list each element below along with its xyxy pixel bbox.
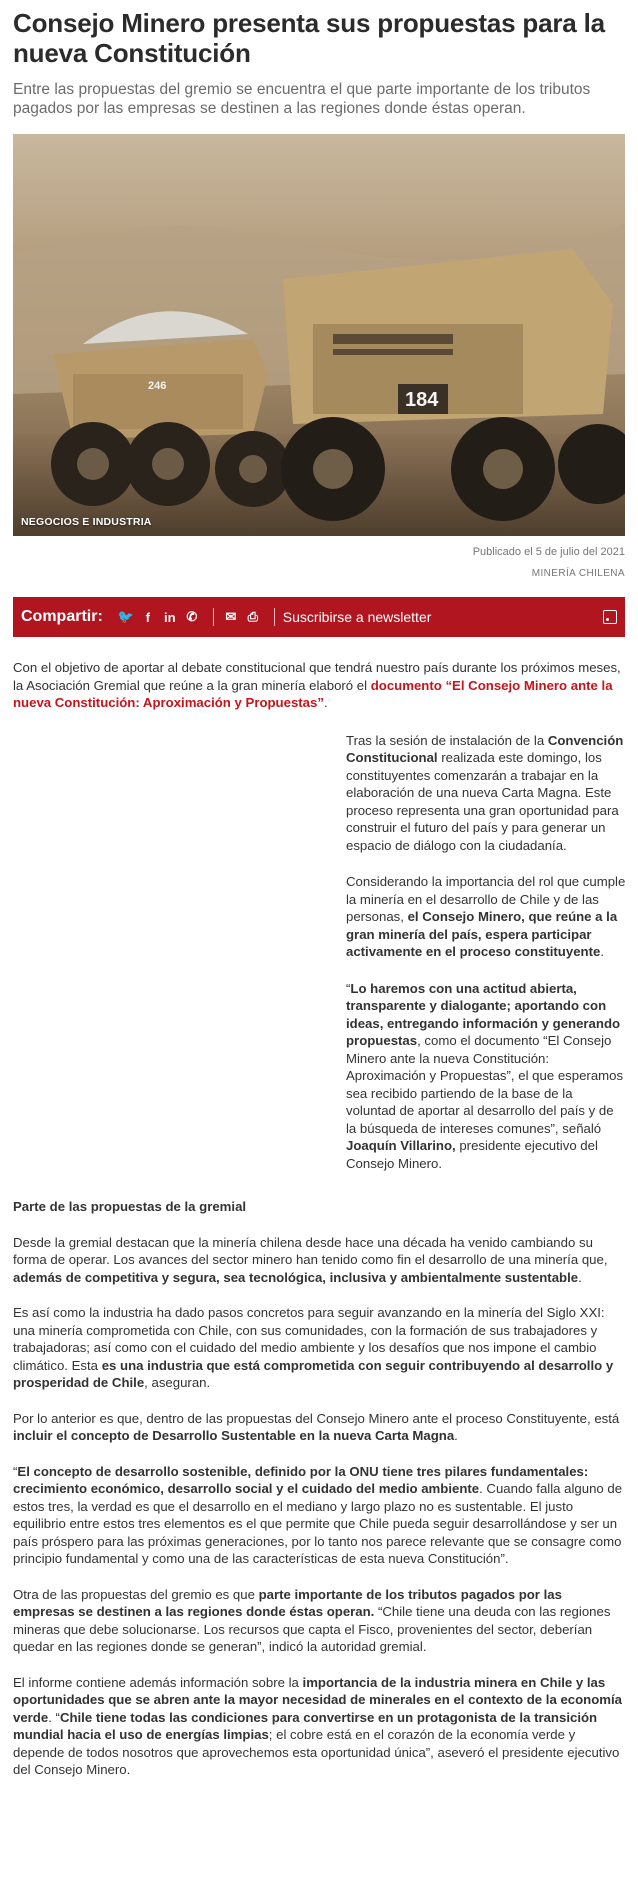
print-icon[interactable]: ⎙	[247, 609, 258, 624]
article-source: MINERÍA CHILENA	[531, 568, 625, 579]
whatsapp-icon[interactable]: ✆	[186, 609, 198, 624]
text: .	[454, 1428, 458, 1443]
paragraph	[13, 1586, 625, 1656]
truck-number-246: 246	[148, 380, 167, 392]
linkedin-icon[interactable]: in	[164, 609, 176, 625]
share-bar	[13, 597, 625, 637]
text: ; el cobre está en el corazón de la economía verde y depende de todos nosotros que aprovechemos esta oportunidad única”, aseveró el presidente ejecutivo del Consejo Minero.	[13, 1727, 620, 1777]
bold-text: es una industria que está comprometida con seguir contribuyendo al desarrollo y prosperidad de Chile	[13, 1357, 614, 1390]
text: . Cuando falla alguno de estos tres, la verdad es que el desarrollo en el mediano y largo plazo no es sustentable. El justo equilibrio entre estos tres elementos es el que permite que Chile pueda seguir desarrollándose y ser un país próspero para las próximas generaciones, por lo tanto nos parece relevante que se consagre como principio fundamental y como una de las características de esta nueva Constitución”.	[13, 1481, 623, 1566]
bold-text: incluir el concepto de Desarrollo Sustentable en la nueva Carta Magna	[13, 1428, 455, 1443]
text: “	[13, 1463, 18, 1479]
text: .	[578, 1269, 582, 1285]
bold-text: además de competitiva y segura, sea tecnológica, inclusiva y ambientalmente sustentable	[13, 1269, 579, 1285]
paragraph	[346, 873, 626, 961]
text: realizada este domingo, los constituyentes comenzarán a trabajar en la elaboración de una nueva Carta Magna. Este proceso representa una gran oportunidad para construir el futuro del país y para generar un espacio de diálogo con la ciudadanía.	[346, 750, 619, 853]
divider	[274, 608, 275, 626]
bold-text: El concepto de desarrollo sostenible, definido por la ONU tiene tres pilares fundamentales: crecimiento económico, desarrollo social y el cuidado del medio ambiente	[13, 1463, 589, 1496]
paragraph	[13, 1234, 625, 1287]
paragraph	[13, 1410, 625, 1445]
image-category-label: NEGOCIOS E INDUSTRIA	[21, 516, 152, 528]
text: “	[346, 980, 351, 996]
share-label: Compartir:	[21, 608, 103, 625]
text: . “	[48, 1709, 60, 1725]
twitter-icon[interactable]: 🐦	[117, 609, 134, 624]
text: Considerando la importancia del rol que cumple la minería en el desarrollo de Chile y de las personas,	[346, 874, 626, 924]
article-body	[13, 659, 625, 1779]
text: Es así como la industria ha dado pasos concretos para seguir avanzando en la minería del Siglo XXI: una minería comprometida con Chile, con sus comunidades, con la formación de sus trabajadores y trabajadoras; así como con el cuidado del medio ambiente y los desafíos que nos impone el cambio climático. Esta	[13, 1305, 605, 1373]
article-meta	[13, 545, 625, 581]
text: Tras la sesión de instalación de la	[346, 732, 548, 748]
paragraph	[346, 732, 626, 855]
document-link[interactable]: documento “El Consejo Minero ante la nueva Constitución: Aproximación y Propuestas”	[13, 677, 613, 710]
paragraph	[13, 1674, 625, 1779]
text: Otra de las propuestas del gremio es que	[13, 1586, 259, 1602]
article-subtitle: Entre las propuestas del gremio se encuentra el que parte importante de los tributos pagados por las empresas se destinen a las regiones donde éstas operan.	[13, 81, 591, 117]
divider	[213, 608, 214, 626]
text: , como el documento “El Consejo Minero ante la nueva Constitución: Aproximación y Propuestas”, el que esperamos sea recibido partiendo de la base de la voluntad de aportar al desarrollo del país y de la búsqueda de intereses comunes”, señaló	[346, 1033, 624, 1136]
truck-number-184: 184	[405, 389, 439, 411]
paragraph	[346, 980, 626, 1173]
section-heading: Parte de las propuestas de la gremial	[13, 1199, 247, 1214]
mining-trucks-photo	[13, 134, 625, 536]
text: El informe contiene además información sobre la	[13, 1674, 303, 1690]
rss-icon[interactable]	[603, 610, 617, 624]
paragraph	[13, 1463, 625, 1568]
bold-text: Convención Constitucional	[346, 732, 624, 765]
facebook-icon[interactable]: f	[145, 609, 150, 625]
intro-paragraph	[13, 659, 625, 712]
share-icons	[117, 608, 283, 626]
bold-text: importancia de la industria minera en Chile y las oportunidades que se abren ante la mayor necesidad de minerales en el contexto de la economía verde	[13, 1674, 623, 1725]
text: Desde la gremial destacan que la minería chilena desde hace una década ha venido cambiando su forma de operar. Los avances del sector minero han tenido como fin el desarrollo de una minería que,	[13, 1234, 608, 1267]
article-title: Consejo Minero presenta sus propuestas para la nueva Constitución	[13, 8, 605, 68]
text: Por lo anterior es que, dentro de las propuestas del Consejo Minero ante el proceso Constituyente, está	[13, 1410, 620, 1426]
text: Con el objetivo de aportar al debate constitucional que tendrá nuestro país durante los próximos meses, la Asociación Gremial que reúne a la gran minería elaboró el	[13, 660, 621, 693]
paragraph	[13, 1304, 625, 1392]
hero-image	[13, 134, 625, 536]
bold-text: el Consejo Minero, que reúne a la gran minería del país, espera participar activamente en el proceso constituyente	[346, 909, 618, 959]
bold-text: Joaquín Villarino,	[346, 1138, 456, 1153]
bold-text: parte importante de los tributos pagados por las empresas se destinen a las regiones donde éstas operan.	[13, 1586, 562, 1619]
email-icon[interactable]: ✉	[225, 609, 237, 624]
text: “Chile tiene una deuda con las regiones mineras que debe solucionarse. Los recursos que capta el Fisco, provenientes del sector, deberían quedar en las regiones donde se generan”, indicó la autoridad gremial.	[13, 1604, 611, 1654]
newsletter-link[interactable]: Suscribirse a newsletter	[282, 609, 432, 625]
bold-text: Chile tiene todas las condiciones para convertirse en un protagonista de la transición mundial hacia el uso de energías limpias	[13, 1709, 598, 1742]
text: .	[323, 695, 328, 710]
side-column	[346, 732, 626, 1173]
text: presidente ejecutivo del Consejo Minero.	[346, 1138, 598, 1171]
bold-text: Lo haremos con una actitud abierta, transparente y dialogante; aportando con ideas, entregando información y generando propuestas	[346, 980, 621, 1048]
text: , aseguran.	[144, 1375, 211, 1390]
publish-date: Publicado el 5 de julio del 2021	[472, 546, 625, 558]
text: .	[600, 944, 604, 959]
